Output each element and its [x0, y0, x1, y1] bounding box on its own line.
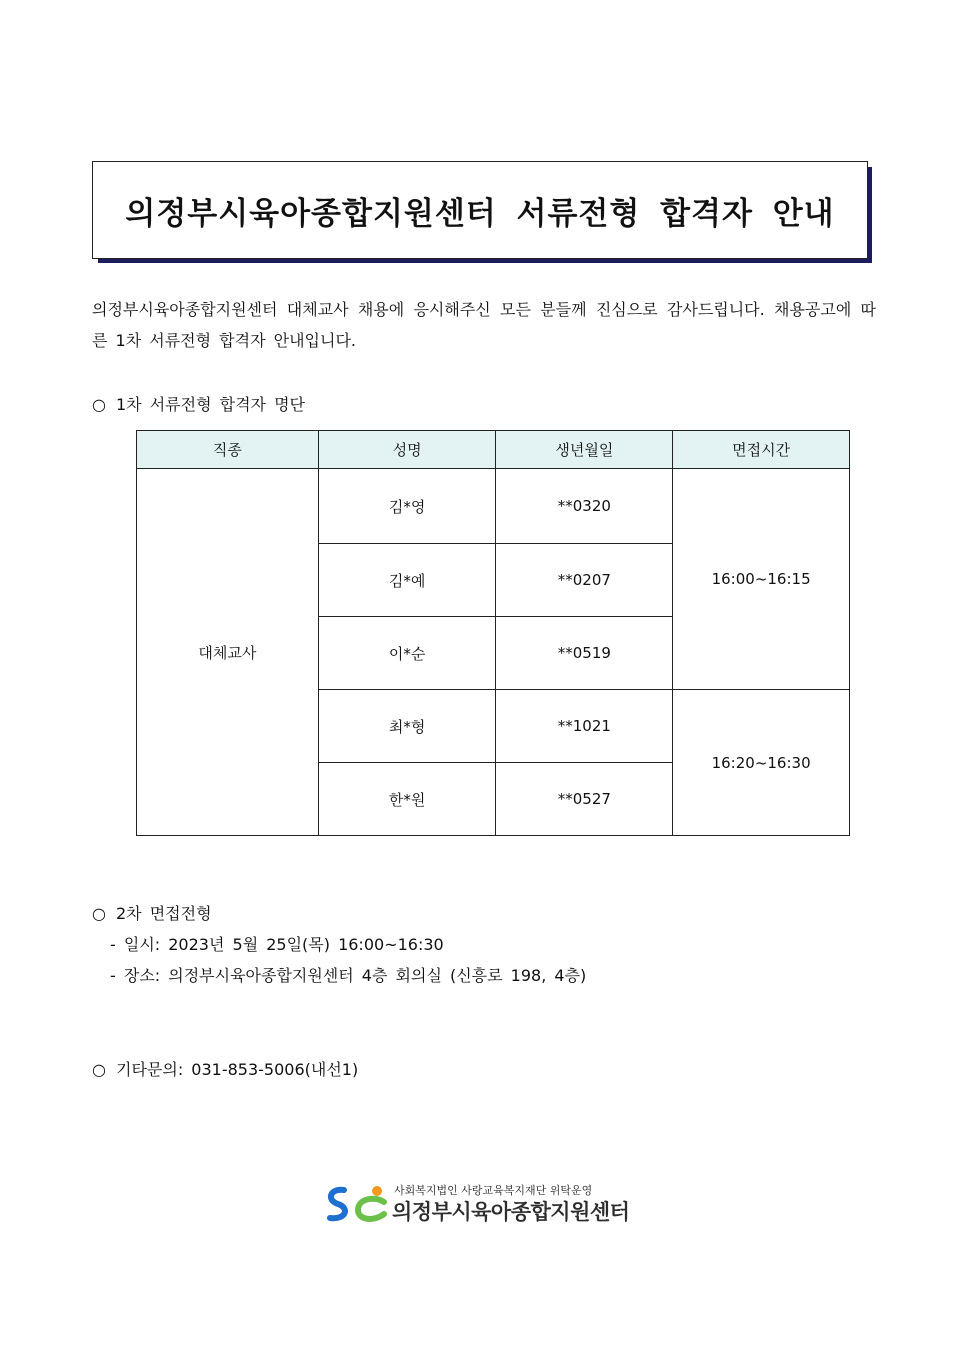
contact-info: 기타문의: 031-853-5006(내선1) — [116, 1060, 359, 1079]
section-2-title: 2차 면접전형 — [116, 904, 212, 923]
logo-mark-icon — [324, 1184, 390, 1224]
birth-cell: **1021 — [496, 690, 673, 763]
name-cell: 이*순 — [318, 617, 496, 690]
circle-bullet-icon: ○ — [92, 904, 106, 923]
title-box — [92, 161, 868, 259]
circle-bullet-icon: ○ — [92, 395, 106, 414]
section-3-heading — [92, 1057, 358, 1080]
section-2-heading — [92, 901, 212, 924]
circle-bullet-icon: ○ — [92, 1060, 106, 1079]
interview-date: - 일시: 2023년 5월 25일(목) 16:00~16:30 — [110, 935, 444, 954]
name-cell: 한*원 — [318, 763, 496, 836]
intro-paragraph: 의정부시육아종합지원센터 대체교사 채용에 응시해주신 모든 분들께 진심으로 감사드립니다. 채용공고에 따른 1차 서류전형 합격자 안내입니다. — [92, 300, 876, 350]
birth-cell: **0519 — [496, 617, 673, 690]
name-cell: 김*예 — [318, 544, 496, 617]
header-birth: 생년월일 — [496, 431, 673, 469]
name-cell: 최*형 — [318, 690, 496, 763]
header-time: 면접시간 — [673, 431, 850, 469]
time-cell: 16:20~16:30 — [673, 690, 850, 836]
center-logo — [324, 1180, 654, 1228]
header-job: 직종 — [137, 431, 319, 469]
table-header-row — [137, 431, 850, 469]
passer-table — [136, 430, 850, 836]
birth-cell: **0527 — [496, 763, 673, 836]
page-title: 의정부시육아종합지원센터 서류전형 합격자 안내 — [125, 195, 835, 232]
name-cell: 김*영 — [318, 469, 496, 544]
logo-name: 의정부시육아종합지원센터 — [392, 1200, 630, 1224]
header-name: 성명 — [318, 431, 496, 469]
table-row — [137, 469, 850, 544]
birth-cell: **0320 — [496, 469, 673, 544]
section-1-heading — [92, 392, 305, 415]
job-cell: 대체교사 — [137, 469, 319, 836]
logo-subtitle: 사회복지법인 사랑교육복지재단 위탁운영 — [394, 1184, 593, 1197]
title-block — [92, 161, 868, 259]
birth-cell: **0207 — [496, 544, 673, 617]
section-1-title: 1차 서류전형 합격자 명단 — [116, 395, 305, 414]
time-cell: 16:00~16:15 — [673, 469, 850, 690]
interview-place: - 장소: 의정부시육아종합지원센터 4층 회의실 (신흥로 198, 4층) — [110, 966, 587, 985]
